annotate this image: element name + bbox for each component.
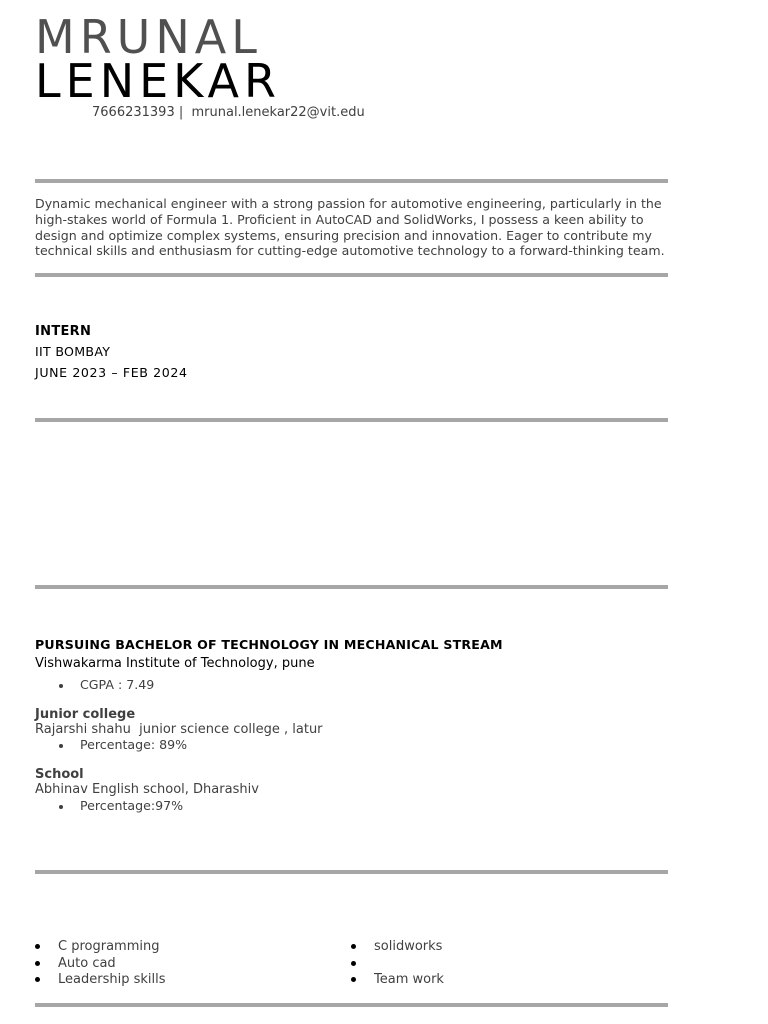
section-divider	[35, 1003, 668, 1007]
bullet-icon	[351, 977, 356, 982]
skill-item: Leadership skills	[58, 972, 166, 987]
job-title: INTERN	[35, 324, 92, 339]
skill-item: solidworks	[374, 939, 443, 954]
skill-item: Auto cad	[58, 956, 116, 971]
section-divider	[35, 273, 668, 277]
bullet-icon	[59, 684, 63, 688]
school-name: Abhinav English school, Dharashiv	[35, 782, 259, 797]
section-divider	[35, 418, 668, 422]
bullet-icon	[35, 977, 40, 982]
school-score: Percentage:97%	[80, 798, 184, 813]
last-name: LENEKAR	[35, 54, 281, 108]
bullet-icon	[351, 961, 356, 966]
bullet-icon	[35, 944, 40, 949]
bullet-icon	[59, 805, 63, 809]
section-divider	[35, 870, 668, 874]
skill-item: Team work	[374, 972, 444, 987]
section-divider	[35, 179, 668, 183]
junior-college-heading: Junior college	[35, 707, 136, 722]
first-name: MRUNAL	[35, 10, 262, 64]
job-company: IIT BOMBAY	[35, 344, 111, 359]
institute-name: Vishwakarma Institute of Technology, pune	[35, 656, 315, 671]
junior-college-score: Percentage: 89%	[80, 737, 188, 752]
section-divider	[35, 585, 668, 589]
degree-title: PURSUING BACHELOR OF TECHNOLOGY IN MECHANICAL STREAM	[35, 637, 503, 652]
cgpa: CGPA : 7.49	[80, 677, 155, 692]
bullet-icon	[351, 944, 356, 949]
contact-info: 7666231393 | mrunal.lenekar22@vit.edu	[92, 105, 365, 120]
junior-college-name: Rajarshi shahu junior science college , latur	[35, 722, 323, 737]
school-heading: School	[35, 767, 84, 782]
bullet-icon	[59, 744, 63, 748]
job-dates: JUNE 2023 – FEB 2024	[35, 365, 188, 380]
skill-item: C programming	[58, 939, 160, 954]
bullet-icon	[35, 961, 40, 966]
profile-summary: Dynamic mechanical engineer with a strong passion for automotive engineering, particularly in the high-stakes world of Formula 1. Proficient in AutoCAD and SolidWorks, I possess a keen ability to design and optimize complex systems, ensuring precision and innovation. Eager to contribute my technical skills and enthusiasm for cutting-edge automotive technology to a forward-thinking team.	[35, 196, 665, 259]
